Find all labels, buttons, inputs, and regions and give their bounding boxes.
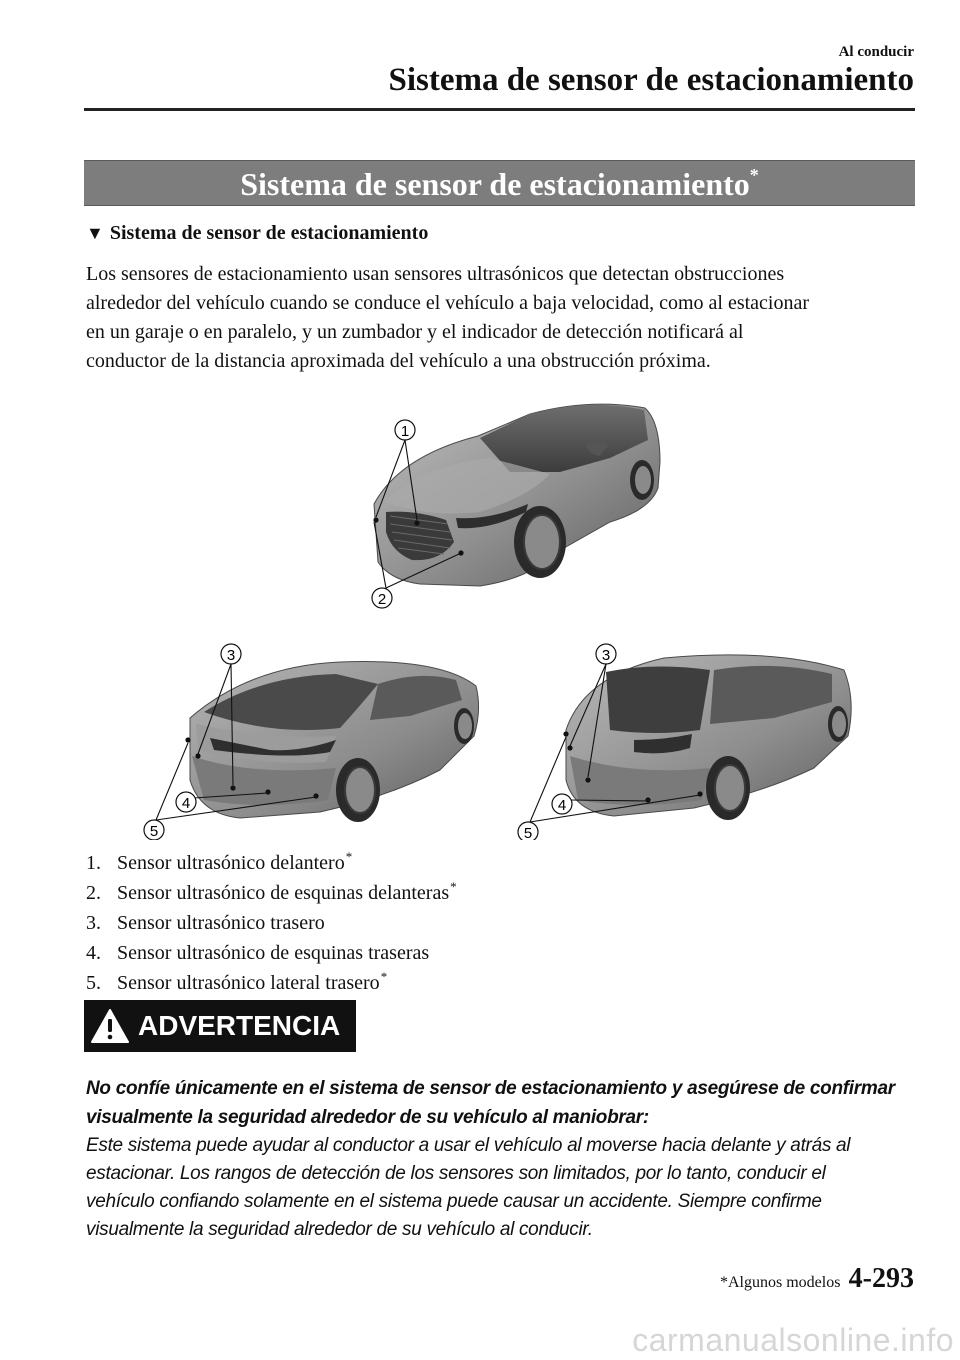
subheading — [86, 222, 428, 245]
intro-paragraph — [86, 260, 916, 376]
front-car-illustration — [360, 392, 670, 622]
running-header-title: Sistema de sensor de estacionamiento — [388, 62, 914, 98]
list-item-number: 2. — [86, 882, 101, 904]
list-item — [86, 968, 786, 998]
rear-sedan-illustration — [140, 640, 490, 840]
subheading-text: Sistema de sensor de estacionamiento — [109, 222, 429, 244]
watermark: carmanualsonline.info — [632, 1322, 954, 1358]
subheading-marker-icon: ▼ — [86, 223, 104, 243]
intro-line: Los sensores de estacionamiento usan sensores ultrasónicos que detectan obstrucciones — [86, 263, 785, 285]
list-item-number: 5. — [86, 972, 101, 994]
list-item-asterisk: * — [380, 969, 388, 984]
intro-line: en un garaje o en paralelo, y un zumbador y el indicador de detección notificará al — [86, 321, 744, 343]
warning-body-line: visualmente la seguridad alrededor de su vehículo al conducir. — [86, 1219, 593, 1240]
list-item — [86, 938, 786, 968]
list-item-text: Sensor ultrasónico de esquinas traseras — [117, 942, 430, 964]
warning-emphasis — [86, 1074, 926, 1132]
callout-5b: 5 — [523, 825, 533, 840]
warning-body-line: estacionar. Los rangos de detección de los sensores son limitados, por lo tanto, conducir el — [86, 1163, 826, 1184]
banner-title: Sistema de sensor de estacionamiento — [240, 166, 750, 202]
list-item — [86, 878, 786, 908]
warning-body-line: vehículo confiando solamente en el sistema puede causar un accidente. Siempre confirme — [86, 1191, 822, 1212]
banner-asterisk: * — [749, 165, 759, 185]
rear-hatchback-illustration — [514, 640, 864, 840]
running-header-section: Al conducir — [838, 44, 914, 60]
sensor-legend-list — [86, 848, 786, 998]
list-item — [86, 908, 786, 938]
callout-5: 5 — [149, 823, 159, 840]
warning-body — [86, 1132, 926, 1244]
list-item-asterisk: * — [450, 879, 457, 894]
intro-line: conductor de la distancia aproximada del vehículo a una obstrucción próxima. — [86, 350, 711, 372]
warning-body-line: Este sistema puede ayudar al conductor a usar el vehículo al moverse hacia delante y atrás al — [86, 1135, 851, 1156]
callout-3: 3 — [226, 647, 236, 664]
intro-line: alrededor del vehículo cuando se conduce el vehículo a baja velocidad, como al estacionar — [86, 292, 810, 314]
list-item-number: 1. — [86, 852, 101, 874]
warning-label — [84, 1000, 356, 1052]
callout-4b: 4 — [557, 797, 567, 814]
callout-4: 4 — [181, 795, 191, 812]
warning-title: ADVERTENCIA — [138, 1010, 341, 1041]
list-item-text: Sensor ultrasónico delantero — [117, 852, 345, 874]
footnote-some-models: *Algunos modelos — [720, 1274, 841, 1291]
warning-emphasis-line: visualmente la seguridad alrededor de su vehículo al maniobrar: — [86, 1107, 649, 1128]
list-item-number: 4. — [86, 942, 101, 964]
callout-3b: 3 — [601, 647, 611, 664]
section-banner — [84, 160, 915, 206]
list-item-text: Sensor ultrasónico lateral trasero — [117, 972, 380, 994]
warning-emphasis-line: No confíe únicamente en el sistema de sensor de estacionamiento y asegúrese de confirmar — [86, 1078, 895, 1099]
callout-2: 2 — [377, 591, 387, 608]
header-rule — [84, 108, 915, 111]
callout-1: 1 — [400, 423, 410, 440]
list-item-number: 3. — [86, 912, 101, 934]
list-item-text: Sensor ultrasónico trasero — [117, 912, 325, 934]
list-item-asterisk: * — [345, 849, 353, 864]
page-number: 4-293 — [848, 1263, 914, 1294]
warning-triangle-icon — [91, 1009, 129, 1050]
list-item-text: Sensor ultrasónico de esquinas delanteras — [117, 882, 450, 904]
list-item — [86, 848, 786, 878]
